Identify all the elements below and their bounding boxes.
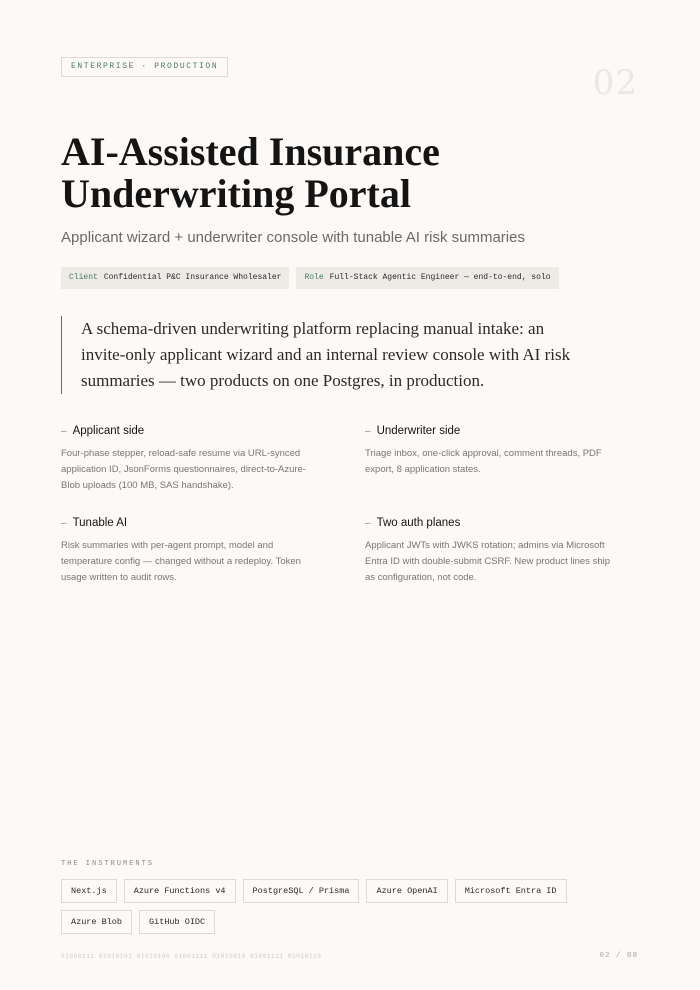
category-tag: ENTERPRISE · PRODUCTION [61, 57, 228, 77]
tool-chip-azure-openai: Azure OpenAI [366, 879, 447, 903]
quote-line: A schema-driven underwriting platform replacing manual intake: an [81, 319, 545, 338]
binary-footer-text: 01000111 01010101 01010100 01001111 01010010 01001111 01010110 [61, 953, 322, 960]
feature-line: application ID, JsonForms questionnaires, direct-to-Azure- [61, 464, 306, 476]
tool-chip-microsoft-entra-id: Microsoft Entra ID [455, 879, 567, 903]
title-line-2: Underwriting Portal [61, 171, 411, 216]
client-key: Client [69, 273, 98, 282]
client-value: Confidential P&C Insurance Wholesaler [103, 273, 282, 282]
feature-title: Two auth planes [376, 517, 461, 529]
feature-heading [365, 517, 635, 529]
feature-title: Applicant side [72, 425, 145, 437]
feature-line: usage written to audit rows. [61, 572, 177, 584]
dash-icon: – [365, 426, 371, 437]
title-line-1: AI-Assisted Insurance [61, 129, 440, 174]
dash-icon: – [365, 518, 371, 529]
feature-line: Blob uploads (100 MB, SAS handshake). [61, 480, 234, 492]
feature-line: Four-phase stepper, reload-safe resume via URL-synced [61, 448, 301, 459]
feature-description [61, 446, 331, 495]
quote-line: summaries — two products on one Postgres, in production. [81, 371, 485, 390]
dash-icon: – [61, 426, 67, 437]
role-value: Full-Stack Agentic Engineer — end-to-end, solo [329, 273, 551, 282]
page-subtitle: Applicant wizard + underwriter console with tunable AI risk summaries [61, 229, 525, 246]
tool-chip-azure-functions: Azure Functions v4 [124, 879, 236, 903]
feature-line: Triage inbox, one-click approval, comment threads, PDF [365, 448, 602, 459]
quote-line: invite-only applicant wizard and an internal review console with AI risk [81, 345, 571, 364]
tool-chip-postgresql-prisma: PostgreSQL / Prisma [243, 879, 360, 903]
feature-line: Applicant JWTs with JWKS rotation; admins via Microsoft [365, 540, 605, 551]
feature-title: Tunable AI [72, 517, 128, 529]
feature-tunable-ai [61, 517, 331, 587]
instruments-label: THE INSTRUMENTS [61, 860, 155, 868]
feature-line: as configuration, not code. [365, 572, 477, 584]
feature-line: export, 8 application states. [365, 464, 481, 476]
feature-title: Underwriter side [376, 425, 461, 437]
dash-icon: – [61, 518, 67, 529]
feature-heading [61, 517, 331, 529]
feature-description [365, 538, 635, 587]
role-key: Role [304, 273, 324, 282]
page-counter: 02 / 08 [599, 952, 638, 960]
tool-chip-azure-blob: Azure Blob [61, 910, 132, 934]
feature-line: temperature config — changed without a redeploy. Token [61, 556, 301, 568]
feature-heading [365, 425, 635, 437]
feature-description [365, 446, 635, 478]
summary-quote [61, 316, 621, 394]
feature-line: Risk summaries with per-agent prompt, model and [61, 540, 274, 551]
page-number-large: 02 [592, 63, 638, 103]
feature-description [61, 538, 331, 587]
meta-chips [61, 267, 559, 289]
feature-heading [61, 425, 331, 437]
instruments-list [61, 879, 641, 934]
role-chip [296, 267, 558, 289]
tool-chip-nextjs: Next.js [61, 879, 117, 903]
feature-line: Entra ID with double-submit CSRF. New product lines ship [365, 556, 610, 568]
feature-applicant-side [61, 425, 331, 495]
client-chip [61, 267, 289, 289]
feature-underwriter-side [365, 425, 635, 478]
page-title [61, 131, 621, 215]
tool-chip-github-oidc: GitHub OIDC [139, 910, 215, 934]
feature-two-auth-planes [365, 517, 635, 587]
